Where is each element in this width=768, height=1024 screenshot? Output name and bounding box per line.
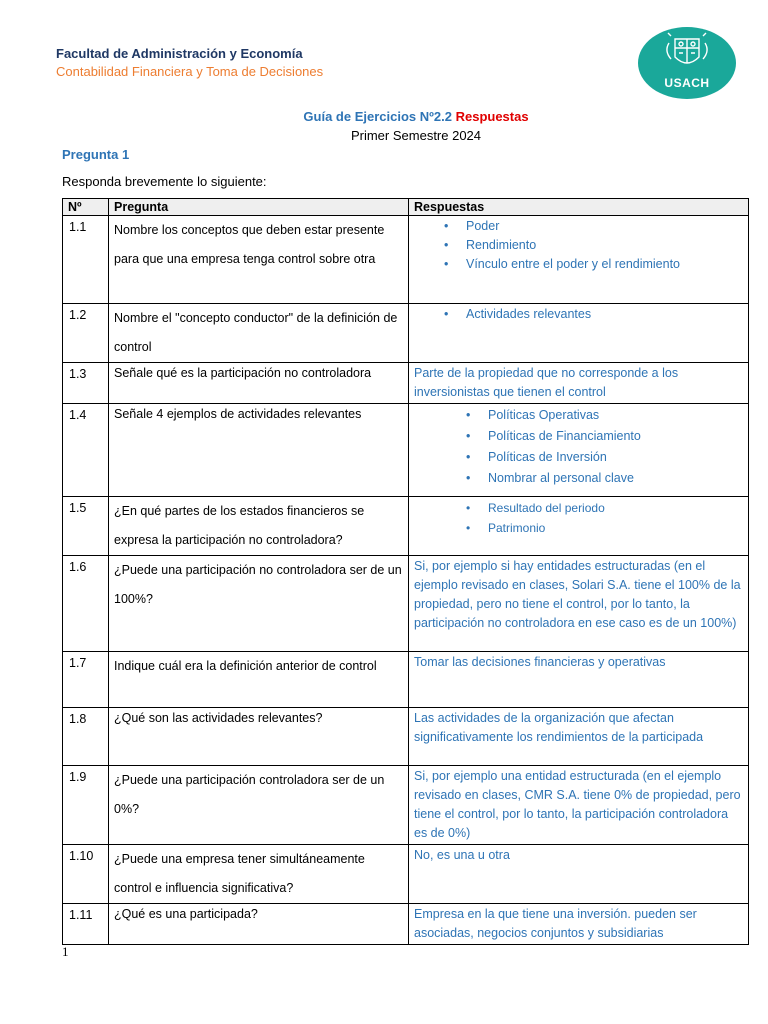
row-question: Nombre el "concepto conductor" de la definición de control — [109, 304, 409, 363]
answer-bullet: • Poder — [444, 217, 743, 236]
row-number: 1.7 — [63, 652, 109, 708]
table-row — [63, 845, 749, 904]
faculty-name: Facultad de Administración y Economía — [56, 46, 303, 61]
table-row — [63, 652, 749, 708]
row-number: 1.11 — [63, 904, 109, 945]
row-answer: Si, por ejemplo si hay entidades estructuradas (en el ejemplo revisado en clases, Solari S.A. tiene el 100% de la propiedad, pero no tiene el control, por lo tanto, la participación no controladora en ese caso es de un 100%) — [409, 556, 749, 652]
table-row — [63, 404, 749, 497]
logo-text: USACH — [664, 76, 710, 90]
semester: Primer Semestre 2024 — [350, 128, 482, 143]
row-answer: Tomar las decisiones financieras y operativas — [409, 652, 749, 708]
answer-bullet: • Nombrar al personal clave — [466, 468, 743, 489]
guide-title: Guía de Ejercicios Nº2.2 — [303, 109, 452, 124]
table-row — [63, 556, 749, 652]
table-row — [63, 216, 749, 304]
row-question: ¿Puede una empresa tener simultáneamente control e influencia significativa? — [109, 845, 409, 904]
row-answer: No, es una u otra — [409, 845, 749, 904]
row-number: 1.8 — [63, 708, 109, 766]
row-number: 1.9 — [63, 766, 109, 845]
row-answer: Parte de la propiedad que no corresponde a los inversionistas que tienen el control — [409, 363, 749, 404]
header-question: Pregunta — [109, 199, 409, 216]
row-question: ¿En qué partes de los estados financieros se expresa la participación no controladora? — [109, 497, 409, 556]
table-row — [63, 904, 749, 945]
answer-bullet: • Políticas de Inversión — [466, 447, 743, 468]
row-answer — [409, 304, 749, 363]
row-question: Señale qué es la participación no controladora — [109, 363, 409, 404]
table-row — [63, 304, 749, 363]
row-question: Nombre los conceptos que deben estar presente para que una empresa tenga control sobre otra — [109, 216, 409, 304]
answer-bullet: • Políticas Operativas — [466, 405, 743, 426]
table-row — [63, 497, 749, 556]
page-number: 1 — [62, 944, 69, 959]
row-answer — [409, 404, 749, 497]
answer-bullet: • Patrimonio — [466, 518, 743, 538]
row-number: 1.6 — [63, 556, 109, 652]
row-question: ¿Puede una participación controladora ser de un 0%? — [109, 766, 409, 845]
header-answers: Respuestas — [409, 199, 749, 216]
document-header — [56, 45, 323, 81]
table-row — [63, 363, 749, 404]
row-answer: Si, por ejemplo una entidad estructurada (en el ejemplo revisado en clases, CMR S.A. tiene 0% de propiedad, pero tiene el control, por lo tanto, la participación controladora es de 0%) — [409, 766, 749, 845]
row-question: Indique cuál era la definición anterior de control — [109, 652, 409, 708]
row-answer — [409, 216, 749, 304]
row-number: 1.2 — [63, 304, 109, 363]
section-heading: Pregunta 1 — [62, 147, 130, 162]
header-number: Nº — [63, 199, 109, 216]
row-number: 1.5 — [63, 497, 109, 556]
answers-label: Respuestas — [455, 109, 529, 124]
answer-bullet: • Actividades relevantes — [444, 305, 743, 324]
answer-bullet: • Políticas de Financiamiento — [466, 426, 743, 447]
table-header-row — [63, 199, 749, 216]
row-number: 1.1 — [63, 216, 109, 304]
row-answer: Empresa en la que tiene una inversión. pueden ser asociadas, negocios conjuntos y subsidiarias — [409, 904, 749, 945]
row-question: ¿Qué es una participada? — [109, 904, 409, 945]
row-answer: Las actividades de la organización que afectan significativamente los rendimientos de la participada — [409, 708, 749, 766]
course-name: Contabilidad Financiera y Toma de Decisiones — [56, 64, 324, 79]
usach-logo — [638, 27, 736, 99]
row-question: ¿Qué son las actividades relevantes? — [109, 708, 409, 766]
row-question: ¿Puede una participación no controladora ser de un 100%? — [109, 556, 409, 652]
questions-table — [62, 198, 749, 945]
answer-bullet: • Rendimiento — [444, 236, 743, 255]
row-number: 1.10 — [63, 845, 109, 904]
table-row — [63, 766, 749, 845]
row-question: Señale 4 ejemplos de actividades relevantes — [109, 404, 409, 497]
row-answer — [409, 497, 749, 556]
document-title — [0, 108, 768, 126]
answer-bullet: • Resultado del periodo — [466, 498, 743, 518]
row-number: 1.4 — [63, 404, 109, 497]
row-number: 1.3 — [63, 363, 109, 404]
table-row — [63, 708, 749, 766]
instruction-text: Responda brevemente lo siguiente: — [62, 174, 267, 189]
answer-bullet: • Vínculo entre el poder y el rendimiento — [444, 255, 743, 274]
